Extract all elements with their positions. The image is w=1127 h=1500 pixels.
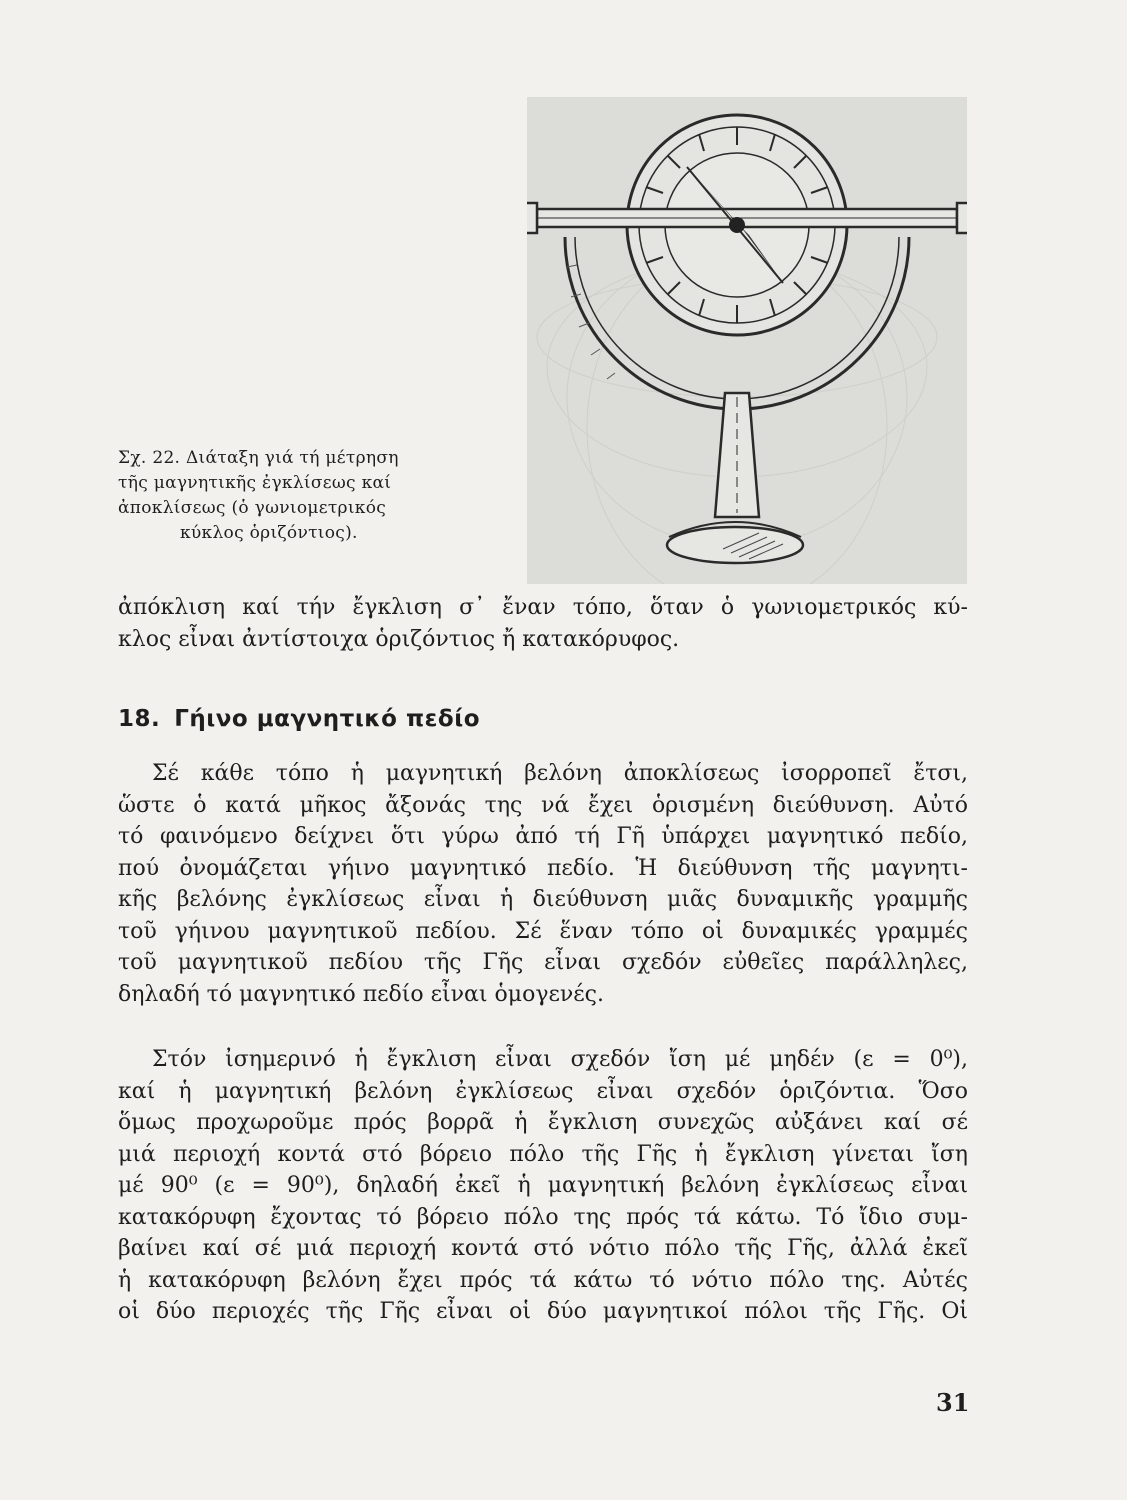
figure-caption xyxy=(118,446,478,546)
text-line: Σέ κάθε τόπο ἡ μαγνητική βελόνη ἀποκλίσεως ἰσορροπεῖ ἔτσι, xyxy=(152,761,968,786)
text-line: ἀπόκλιση καί τήν ἔγκλιση σ᾽ ἔναν τόπο, ὅταν ὁ γωνιομετρικός κύ- xyxy=(118,595,968,620)
paragraph-2 xyxy=(118,1044,968,1328)
page-number: 31 xyxy=(936,1388,970,1417)
text-line: τό φαινόμενο δείχνει ὅτι γύρω ἀπό τή Γῆ ὑπάρχει μαγνητικό πεδίο, xyxy=(118,824,968,849)
intro-paragraph xyxy=(118,592,968,655)
figure-compass-apparatus xyxy=(527,97,967,584)
text-line: ὅμως προχωροῦμε πρός βορρᾶ ἡ ἔγκλιση συνεχῶς αὐξάνει καί σέ xyxy=(118,1110,968,1135)
caption-line: κύκλος ὁριζόντιος). xyxy=(180,523,358,543)
text-line: τοῦ γήινου μαγνητικοῦ πεδίου. Σέ ἕναν τόπο οἱ δυναμικές γραμμές xyxy=(118,918,968,944)
text-line: βαίνει καί σέ μιά περιοχή κοντά στό νότιο πόλο τῆς Γῆς, ἀλλά ἐκεῖ xyxy=(118,1236,968,1261)
section-title: Γήινο μαγνητικό πεδίο xyxy=(174,706,480,732)
caption-line: Σχ. 22. Διάταξη γιά τή μέτρηση xyxy=(118,448,399,468)
text-line: κατακόρυφη ἔχοντας τό βόρειο πόλο της πρός τά κάτω. Τό ἴδιο συμ- xyxy=(118,1204,968,1230)
text-line: μέ 90⁰ (ε = 90⁰), δηλαδή ἐκεῖ ἡ μαγνητική βελόνη ἐγκλίσεως εἶναι xyxy=(118,1173,968,1198)
compass-apparatus-drawing xyxy=(527,97,967,584)
text-line: ἡ κατακόρυφη βελόνη ἔχει πρός τά κάτω τό νότιο πόλο της. Αὐτές xyxy=(118,1267,968,1293)
text-line: οἱ δύο περιοχές τῆς Γῆς εἶναι οἱ δύο μαγνητικοί πόλοι τῆς Γῆς. Οἱ xyxy=(118,1299,968,1324)
text-line: Στόν ἰσημερινό ἡ ἔγκλιση εἶναι σχεδόν ἴση μέ μηδέν (ε = 0⁰), xyxy=(152,1047,968,1072)
text-line: πού ὀνομάζεται γήινο μαγνητικό πεδίο. Ἡ διεύθυνση τῆς μαγνητι- xyxy=(118,855,968,881)
text-line: ὥστε ὁ κατά μῆκος ἄξονάς της νά ἔχει ὁρισμένη διεύθυνση. Αὐτό xyxy=(118,792,968,818)
paragraph-1 xyxy=(118,758,968,1010)
text-line: τοῦ μαγνητικοῦ πεδίου τῆς Γῆς εἶναι σχεδόν εὐθεῖες παράλληλες, xyxy=(118,950,968,975)
text-line: κλος εἶναι ἀντίστοιχα ὁριζόντιος ἤ κατακόρυφος. xyxy=(118,626,680,652)
caption-line: ἀποκλίσεως (ὁ γωνιομετρικός xyxy=(118,498,387,518)
section-number: 18. xyxy=(118,706,161,732)
text-line: καί ἡ μαγνητική βελόνη ἐγκλίσεως εἶναι σχεδόν ὁριζόντια. Ὅσο xyxy=(118,1078,968,1104)
section-heading xyxy=(118,706,480,732)
text-line: κῆς βελόνης ἐγκλίσεως εἶναι ἡ διεύθυνση μιᾶς δυναμικῆς γραμμῆς xyxy=(118,887,968,912)
text-line: δηλαδή τό μαγνητικό πεδίο εἶναι ὁμογενές. xyxy=(118,981,604,1007)
text-line: μιά περιοχή κοντά στό βόρειο πόλο τῆς Γῆς ἡ ἔγκλιση γίνεται ἴση xyxy=(118,1141,968,1167)
caption-line: τῆς μαγνητικῆς ἐγκλίσεως καί xyxy=(118,473,392,493)
